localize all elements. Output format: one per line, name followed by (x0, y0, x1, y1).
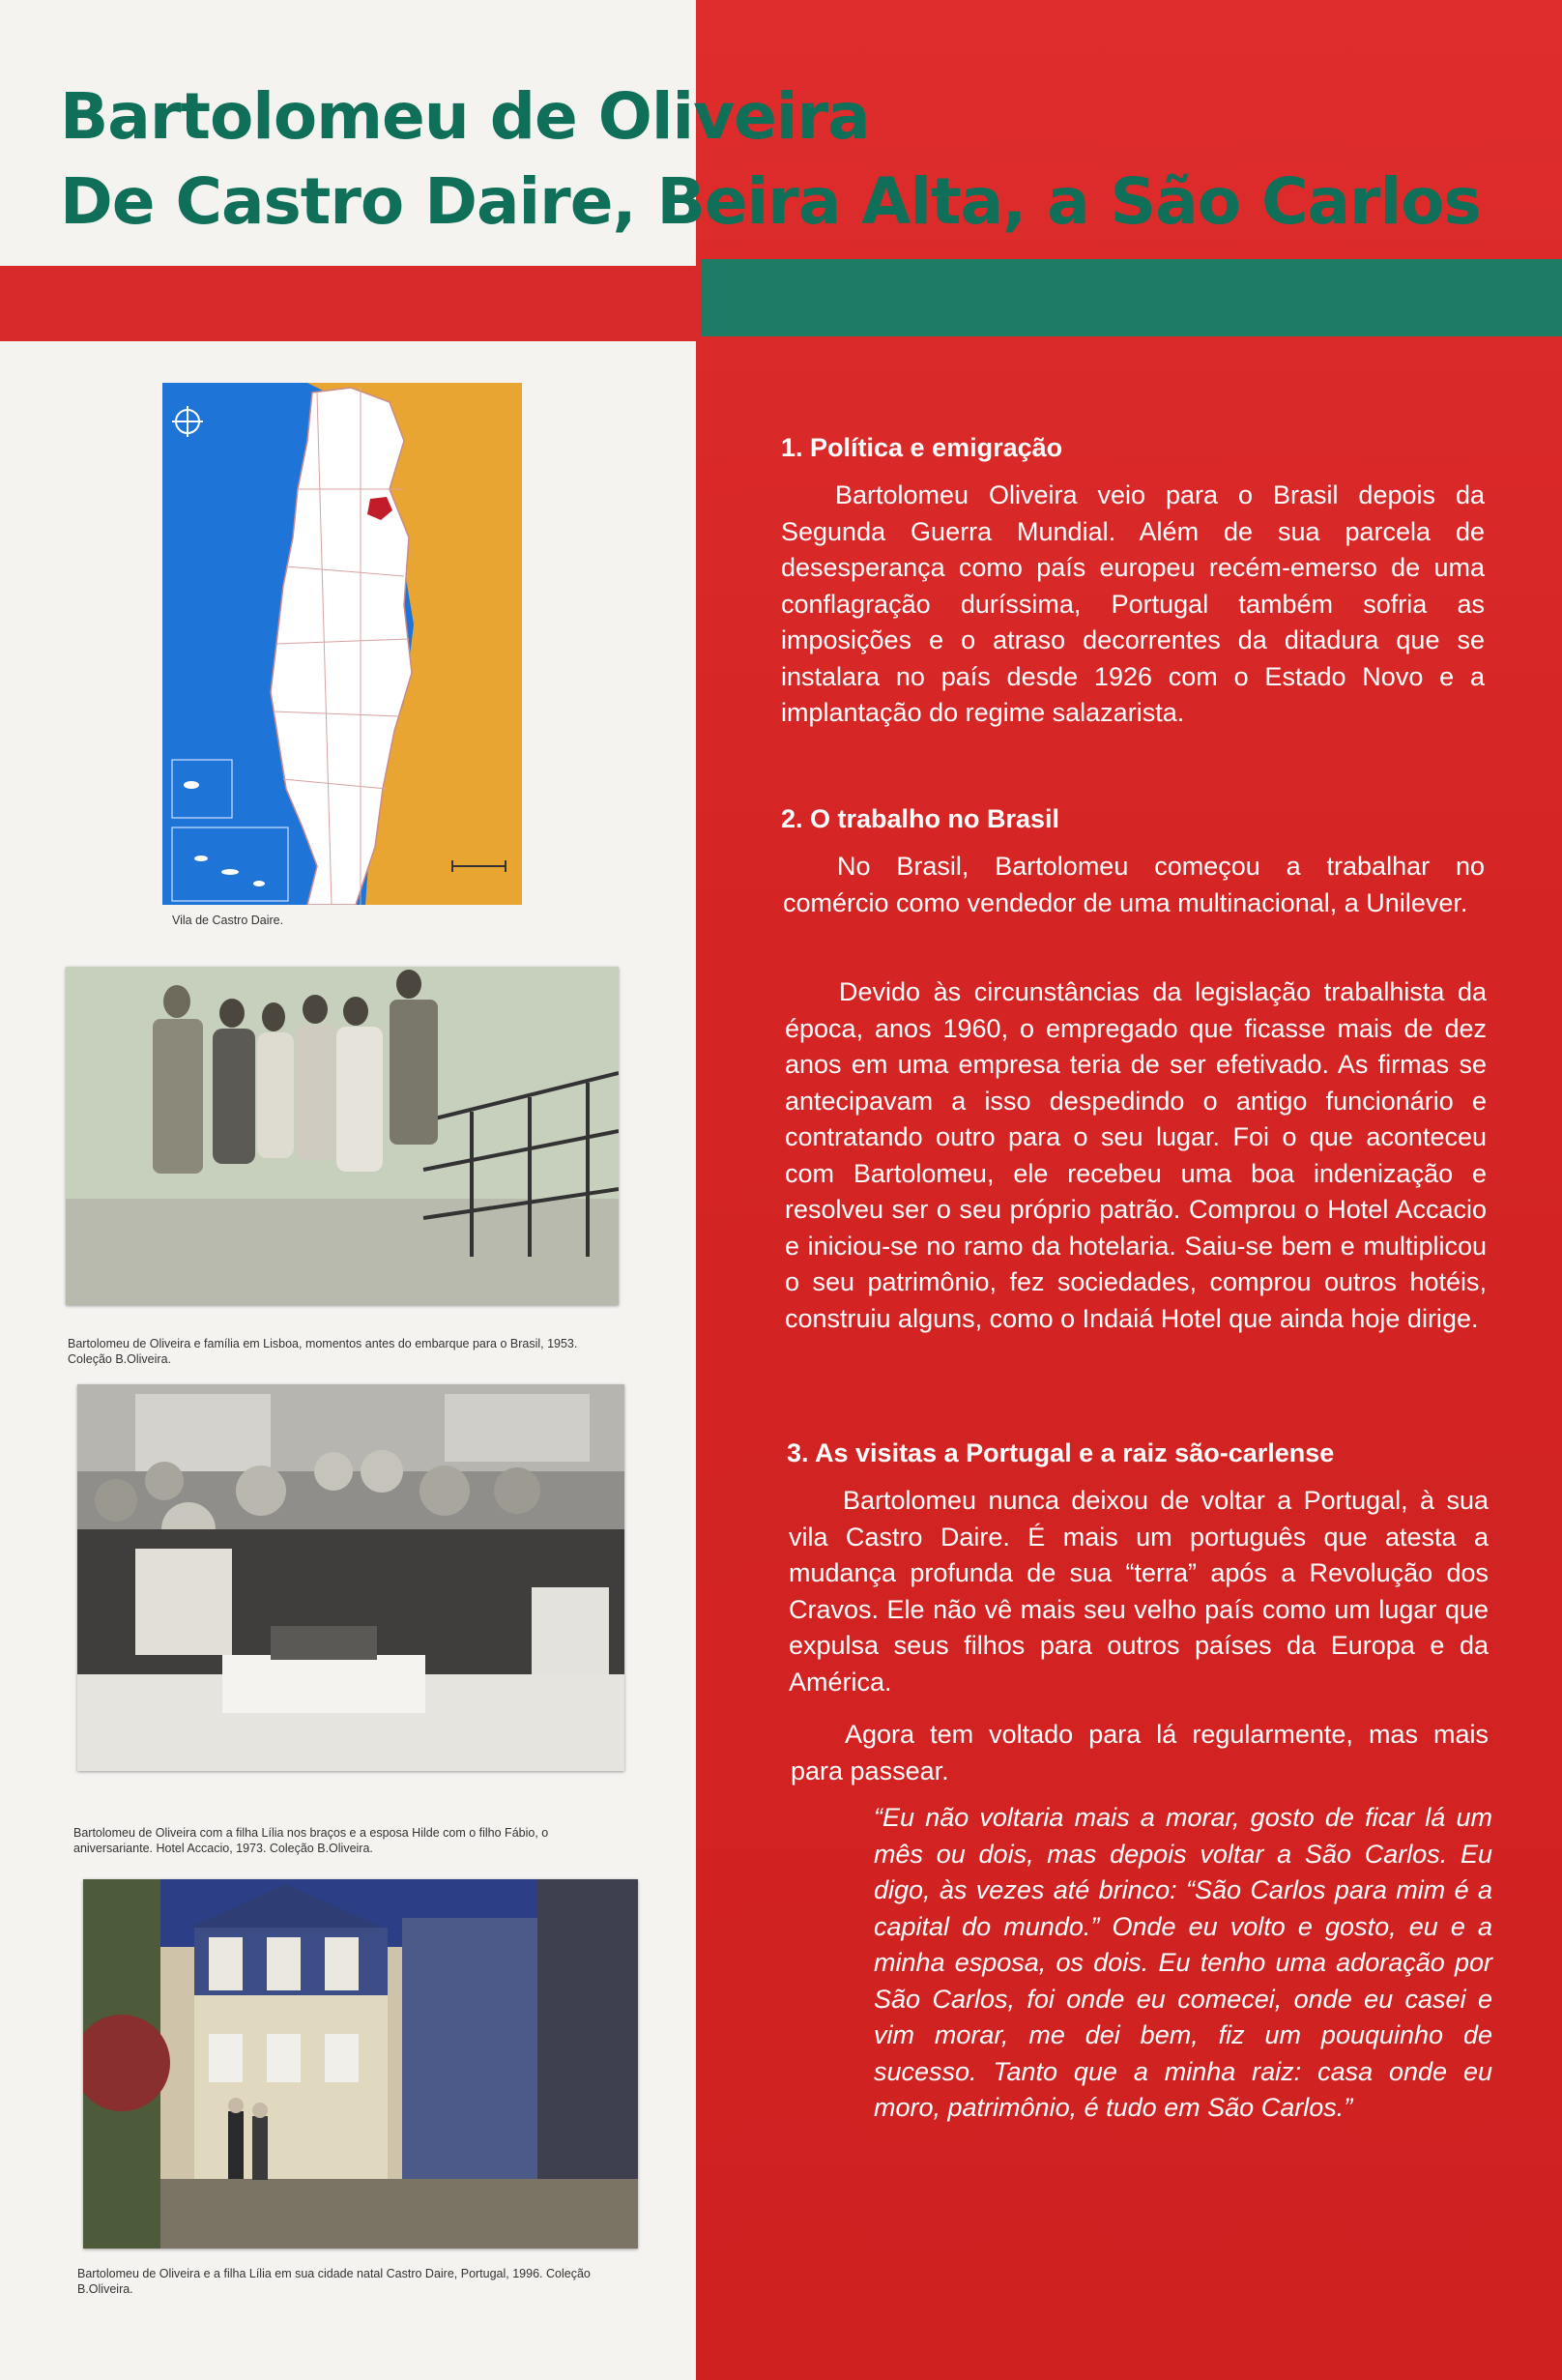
section-1-paragraph-1: Bartolomeu Oliveira veio para o Brasil depois da Segunda Guerra Mundial. Além de sua parcela de desesperança como país europeu recém-emerso de uma conflagração duríssima, Portugal também sofria as imposições e o atraso decorrentes da ditadura que se instalara no país desde 1926 com o Estado Novo e a implantação do regime salazarista. (781, 480, 1485, 727)
portugal-map-graphic (162, 383, 522, 905)
section-2-paragraph-1: No Brasil, Bartolomeu começou a trabalhar no comércio como vendedor de uma multinacional, a Unilever. (783, 852, 1485, 917)
section-2-heading: 2. O trabalho no Brasil (781, 804, 1060, 833)
compass-icon (168, 389, 207, 443)
section-1-heading: 1. Política e emigração (781, 433, 1063, 462)
page-title-line-1: Bartolomeu de Oliveira (60, 79, 870, 154)
section-3-paragraph-1: Bartolomeu nunca deixou de voltar a Portugal, à sua vila Castro Daire. É mais um português que atesta a mudança profunda de sua “terra” após a Revolução dos Cravos. Ele não vê mais seu velho país como um lugar que expulsa seus filhos para outros países da Europa e da América. (789, 1486, 1489, 1697)
section-3-paragraph-2: Agora tem voltado para lá regularmente, mas mais para passear. (791, 1720, 1489, 1785)
portugal-map (162, 383, 522, 905)
photo-1-caption: Bartolomeu de Oliveira e família em Lisboa, momentos antes do embarque para o Brasil, 1953. Coleção B.Oliveira. (68, 1337, 578, 1366)
photo-castro-daire-1996 (83, 1879, 638, 2249)
photo-lisboa-1953 (66, 967, 619, 1305)
photo-2-caption: Bartolomeu de Oliveira com a filha Lília nos braços e a esposa Hilde com o filho Fábio, o aniversariante. Hotel Accacio, 1973. Coleção B.Oliveira. (73, 1826, 549, 1855)
page-title-line-2: De Castro Daire, Beira Alta, a São Carlos (60, 164, 1481, 239)
photo-3-caption: Bartolomeu de Oliveira e a filha Lília em sua cidade natal Castro Daire, Portugal, 1996. Coleção B.Oliveira. (77, 2267, 591, 2296)
photo-hotel-accacio-1973 (77, 1384, 624, 1771)
section-3-quote: “Eu não voltaria mais a morar, gosto de ficar lá um mês ou dois, mas depois voltar a São Carlos. Eu digo, às vezes até brinco: “São Carlos para mim é a capital do mundo.” Onde eu volto e gosto, eu e a minha esposa, os dois. Eu tenho uma adoração por São Carlos, foi onde eu comecei, onde eu casei e vim morar, me dei bem, fiz um pouquinho de sucesso. Tanto que a minha raiz: casa onde eu moro, patrimônio, é tudo em São Carlos.” (874, 1803, 1492, 2122)
green-stripe (701, 259, 1562, 336)
red-stripe (0, 266, 701, 341)
map-caption: Vila de Castro Daire. (172, 914, 284, 927)
section-2-paragraph-2: Devido às circunstâncias da legislação trabalhista da época, anos 1960, o empregado que ficasse mais de dez anos em uma empresa teria de ser efetivado. As firmas se antecipavam a isso despedindo o antigo funcionário e contratando outro para o seu lugar. Foi o que aconteceu com Bartolomeu, ele recebeu uma boa indenização e resolveu ser o seu próprio patrão. Comprou o Hotel Accacio e iniciou-se no ramo da hotelaria. Saiu-se bem e multiplicou o seu patrimônio, fez sociedades, comprou outros hotéis, construiu alguns, como o Indaiá Hotel que ainda hoje dirige. (785, 977, 1487, 1333)
section-3-heading: 3. As visitas a Portugal e a raiz são-carlense (787, 1438, 1335, 1467)
